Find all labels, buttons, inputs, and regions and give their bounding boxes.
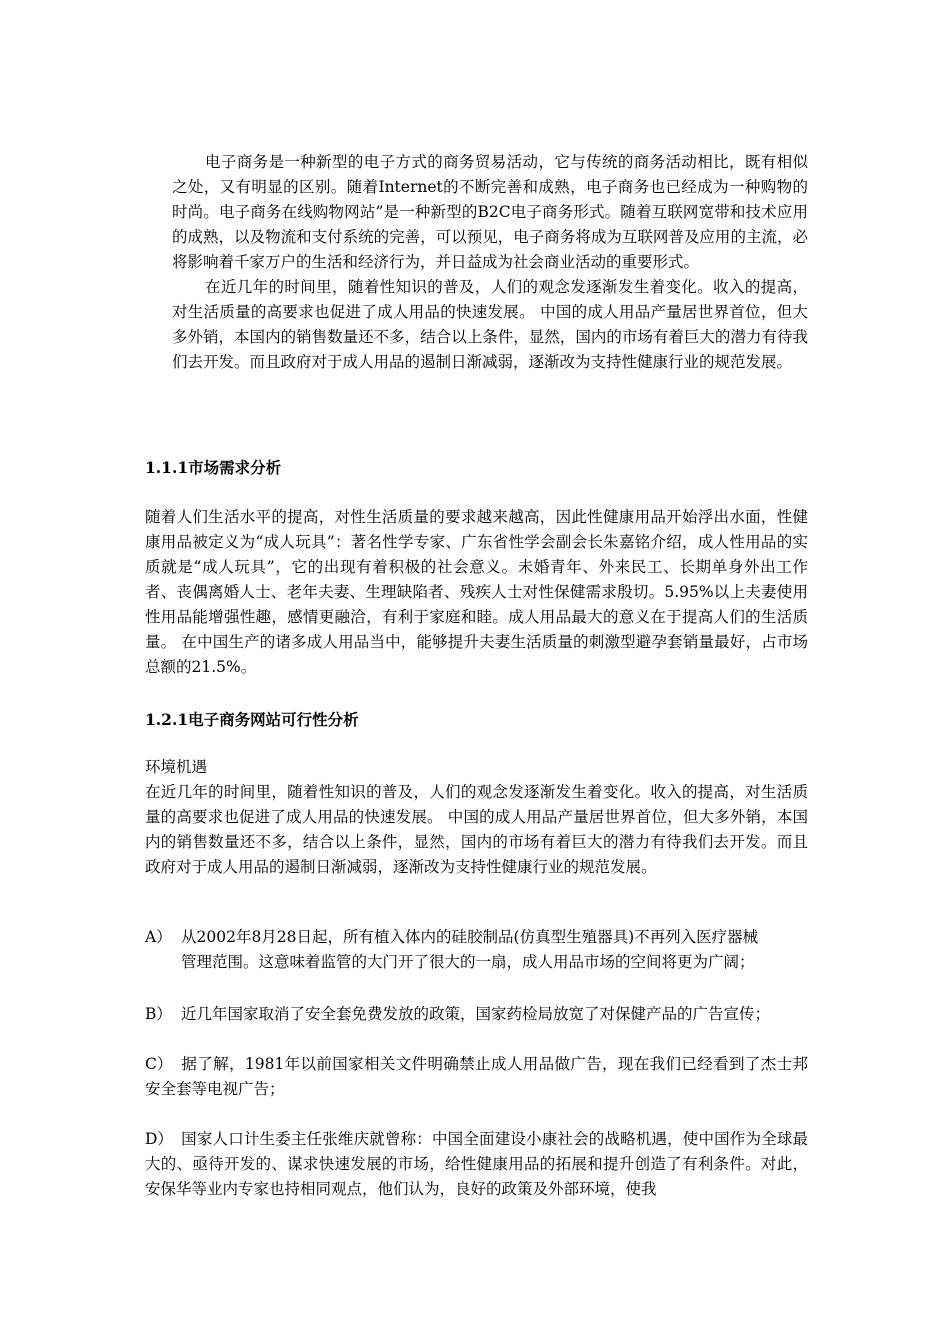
heading-feasibility: 1.2.1电子商务网站可行性分析 [145, 710, 359, 729]
market-demand-paragraph: 随着人们生活水平的提高，对性生活质量的要求越来越高，因此性健康用品开始浮出水面，性健康用品被定义为“成人玩具”：著名性学专家、广东省性学会副会长朱嘉铭介绍，成人性用品的实质就是“成人玩具”，它的出现有着积极的社会意义。未婚青年、外来民工、长期单身外出工作者、丧偶离婚人士、老年夫妻、生理缺陷者、残疾人士对性保健需求殷切。5.95%以上夫妻使用性用品能增强性趣，感情更融洽，有利于家庭和睦。成人用品最大的意义在于提高人们的生活质量。 在中国生产的诸多成人用品当中，能够提升夫妻生活质量的刺激型避孕套销量最好，占市场总额的21.5%。 [145, 508, 808, 676]
intro-paragraph-1: 电子商务是一种新型的电子方式的商务贸易活动，它与传统的商务活动相比，既有相似之处，又有明显的区别。随着Internet的不断完善和成熟，电子商务也已经成为一种购物的时尚。电子商务在线购物网站”是一种新型的B2C电子商务形式。随着互联网宽带和技术应用的成熟，以及物流和支付系统的完善，可以预见，电子商务将成为互联网普及应用的主流，必将影响着千家万户的生活和经济行为，并日益成为社会商业活动的重要形式。 [172, 153, 808, 271]
list-item-d [145, 1127, 808, 1202]
intro-paragraph-2: 在近几年的时间里，随着性知识的普及，人们的观念发逐渐发生着变化。收入的提高，对生活质量的高要求也促进了成人用品的快速发展。 中国的成人用品产量居世界首位，但大多外销，本国内的销售数量还不多，结合以上条件，显然，国内的市场有着巨大的潜力有待我们去开发。而且政府对于成人用品的遏制日渐减弱，逐渐改为支持性健康行业的规范发展。 [172, 278, 808, 371]
list-item-text: 近几年国家取消了安全套免费发放的政策，国家药检局放宽了对保健产品的广告宣传； [181, 1005, 771, 1023]
list-item-a [145, 925, 808, 975]
intro-section [172, 150, 808, 375]
environment-paragraph: 在近几年的时间里，随着性知识的普及，人们的观念发逐渐发生着变化。收入的提高，对生活质量的高要求也促进了成人用品的快速发展。 中国的成人用品产量居世界首位，但大多外销，本国内的销售数量还不多，结合以上条件，显然，国内的市场有着巨大的潜力有待我们去开发。而且政府对于成人用品的遏制日渐减弱，逐渐改为支持性健康行业的规范发展。 [145, 783, 808, 876]
list-marker: A） [145, 928, 172, 946]
list-item-b [145, 1002, 808, 1027]
list-marker: C） [145, 1055, 173, 1073]
list-marker: D） [145, 1130, 173, 1148]
list-item-text: 据了解，1981年以前国家相关文件明确禁止成人用品做广告，现在我们已经看到了杰士邦安全套等电视广告； [145, 1055, 808, 1098]
environment-title: 环境机遇 [145, 758, 208, 776]
list-item-continuation: 管理范围。这意味着监管的大门开了很大的一扇，成人用品市场的空间将更为广阔； [181, 953, 755, 971]
list-item-text: 国家人口计生委主任张维庆就曾称：中国全面建设小康社会的战略机遇，使中国作为全球最大的、亟待开发的、谋求快速发展的市场，给性健康用品的拓展和提升创造了有利条件。对此，安保华等业内专家也持相同观点，他们认为，良好的政策及外部环境，使我 [145, 1130, 808, 1198]
heading-market-demand: 1.1.1市场需求分析 [145, 458, 282, 477]
list-item-text: 从2002年8月28日起，所有植入体内的硅胶制品(仿真型生殖器具)不再列入医疗器械 [181, 928, 759, 946]
list-marker: B） [145, 1005, 172, 1023]
list-item-c [145, 1052, 808, 1102]
